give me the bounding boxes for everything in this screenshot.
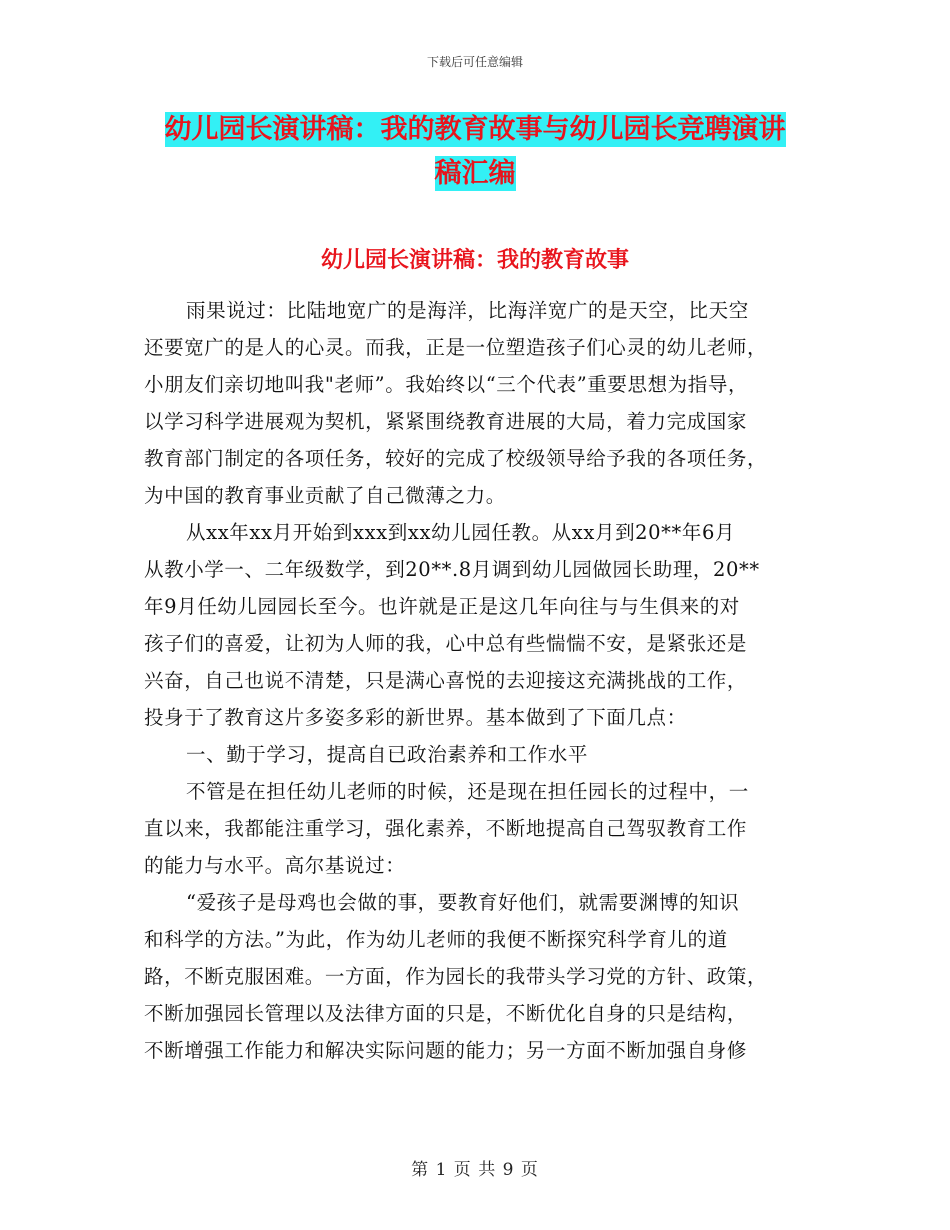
page-footer: 第 1 页 共 9 页 — [411, 1160, 539, 1180]
quote-line: “爱孩子是母鸡也会做的事，要教育好他们，就需要渊博的知识 — [186, 891, 740, 914]
text-line: 投身于了教育这片多姿多彩的新世界。基本做到了下面几点： — [144, 706, 687, 729]
text-line: 路，不断克服困难。一方面，作为园长的我带头学习党的方针、政策， — [144, 965, 768, 988]
text-line: 雨果说过：比陆地宽广的是海洋，比海洋宽广的是天空，比天空 — [186, 299, 749, 322]
document-title-line-1: 幼儿园长演讲稿：我的教育故事与幼儿园长竞聘演讲 — [164, 114, 786, 145]
text-line: 兴奋，自己也说不清楚，只是满心喜悦的去迎接这充满挑战的工作， — [144, 669, 748, 692]
document-title-line-2: 稿汇编 — [434, 158, 516, 189]
text-line: 从xx年xx月开始到xxx到xx幼儿园任教。从xx月到20**年6月 — [186, 521, 736, 544]
text-line: 还要宽广的是人的心灵。而我，正是一位塑造孩子们心灵的幼儿老师， — [144, 336, 768, 359]
text-line: 孩子们的喜爱，让初为人师的我，心中总有些惴惴不安，是紧张还是 — [144, 632, 748, 655]
text-line: 为中国的教育事业贡献了自己微薄之力。 — [144, 484, 506, 507]
text-line: 以学习科学进展观为契机，紧紧围绕教育进展的大局，着力完成国家 — [144, 410, 748, 433]
text-line: 不断加强园长管理以及法律方面的只是，不断优化自身的只是结构， — [144, 1002, 748, 1025]
text-line: 小朋友们亲切地叫我"老师”。我始终以“三个代表”重要思想为指导， — [144, 373, 749, 396]
text-line: 年9月任幼儿园园长至今。也许就是正是这几年向往与与生俱来的对 — [144, 595, 740, 618]
page-header-note: 下载后可任意编辑 — [426, 55, 523, 69]
text-line: 和科学的方法。”为此，作为幼儿老师的我便不断探究科学育儿的道 — [144, 928, 728, 951]
section-heading: 一、勤于学习，提高自已政治素养和工作水平 — [186, 743, 589, 766]
text-line: 直以来，我都能注重学习，强化素养，不断地提高自己驾驭教育工作 — [144, 817, 748, 840]
text-line: 不管是在担任幼儿老师的时候，还是现在担任园长的过程中，一 — [186, 780, 749, 803]
text-line: 从教小学一、二年级数学，到20**.8月调到幼儿园做园长助理，20** — [144, 558, 760, 581]
text-line: 不断增强工作能力和解决实际问题的能力；另一方面不断加强自身修 — [144, 1039, 748, 1062]
text-line: 的能力与水平。高尔基说过： — [144, 854, 406, 877]
section-title: 幼儿园长演讲稿：我的教育故事 — [320, 248, 629, 273]
text-line: 教育部门制定的各项任务，较好的完成了校级领导给予我的各项任务， — [144, 447, 768, 470]
